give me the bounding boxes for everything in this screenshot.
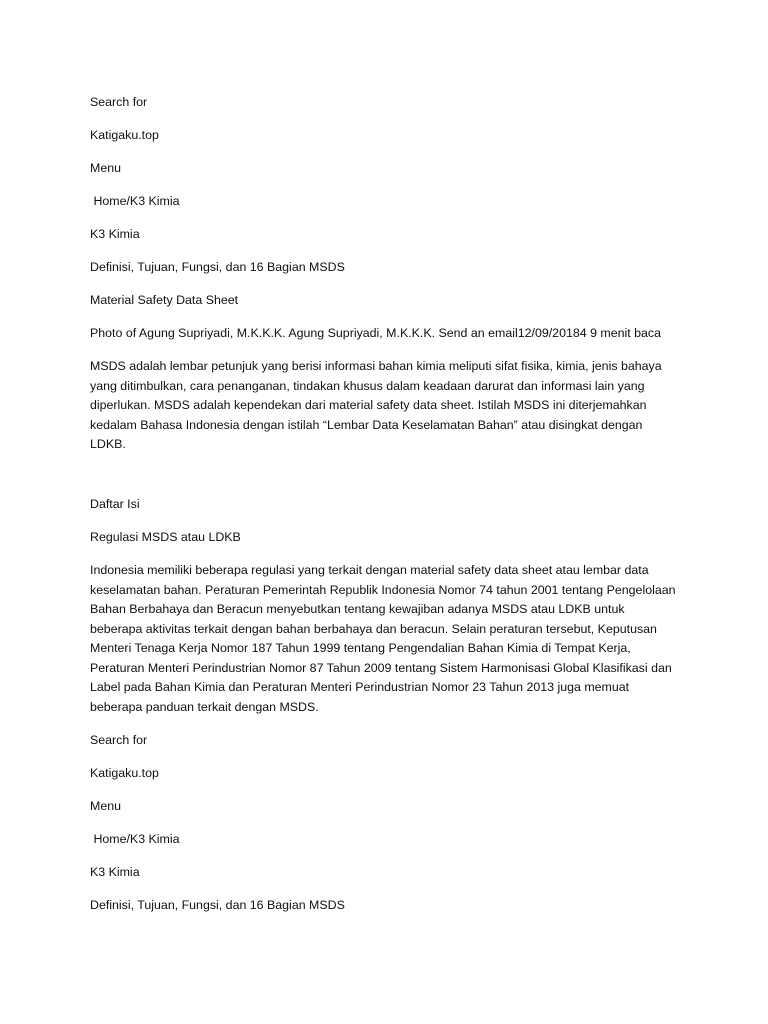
menu-label-repeat: Menu [90, 798, 121, 813]
article-title: Definisi, Tujuan, Fungsi, dan 16 Bagian MSDS [90, 260, 345, 274]
article-title-repeat: Definisi, Tujuan, Fungsi, dan 16 Bagian MSDS [90, 897, 345, 912]
search-label: Search for [90, 95, 148, 109]
category-label: K3 Kimia [90, 227, 140, 241]
document-page [90, 93, 680, 929]
category-label-repeat: K3 Kimia [90, 864, 140, 879]
section-paragraph: Indonesia memiliki beberapa regulasi yang terkait dengan material safety data sheet atau lembar data keselamatan bahan. Peraturan Pemerintah Republik Indonesia Nomor 74 tahun 2001 tentang Pengelolaan Bahan Berbahaya dan Beracun menyebutkan tentang kewajiban adanya MSDS atau LDKB untuk beberapa aktivitas terkait dengan bahan berbahaya dan beracun. Selain peraturan tersebut, Keputusan Menteri Tenaga Kerja Nomor 187 Tahun 1999 tentang Pengendalian Bahan Kimia di Tempat Kerja, Peraturan Menteri Perindustrian Nomor 87 Tahun 2009 tentang Sistem Harmonisasi Global Klasifikasi dan Label pada Bahan Kimia dan Peraturan Menteri Perindustrian Nomor 23 Tahun 2013 juga memuat beberapa panduan terkait dengan MSDS. [90, 563, 676, 714]
site-name: Katigaku.top [90, 128, 159, 142]
intro-paragraph: MSDS adalah lembar petunjuk yang berisi informasi bahan kimia meliputi sifat fisika, kimia, jenis bahaya yang ditimbulkan, cara penanganan, tindakan khusus dalam keadaan darurat dan informasi lain yang diperlukan. MSDS adalah kependekan dari material safety data sheet. Istilah MSDS ini diterjemahkan kedalam Bahasa Indonesia dengan istilah “Lembar Data Keselamatan Bahan” atau disingkat dengan LDKB. [90, 359, 662, 451]
site-name-repeat: Katigaku.top [90, 765, 159, 780]
article-subtitle: Material Safety Data Sheet [90, 293, 239, 307]
toc-label: Daftar Isi [90, 497, 140, 511]
breadcrumb: Home/K3 Kimia [90, 194, 180, 208]
breadcrumb-repeat: Home/K3 Kimia [90, 831, 180, 846]
menu-label: Menu [90, 161, 121, 175]
article-byline: Photo of Agung Supriyadi, M.K.K.K. Agung Supriyadi, M.K.K.K. Send an email12/09/20184 9 menit baca [90, 326, 662, 340]
spacer [90, 468, 680, 495]
search-label-repeat: Search for [90, 732, 148, 747]
section-heading: Regulasi MSDS atau LDKB [90, 530, 241, 544]
